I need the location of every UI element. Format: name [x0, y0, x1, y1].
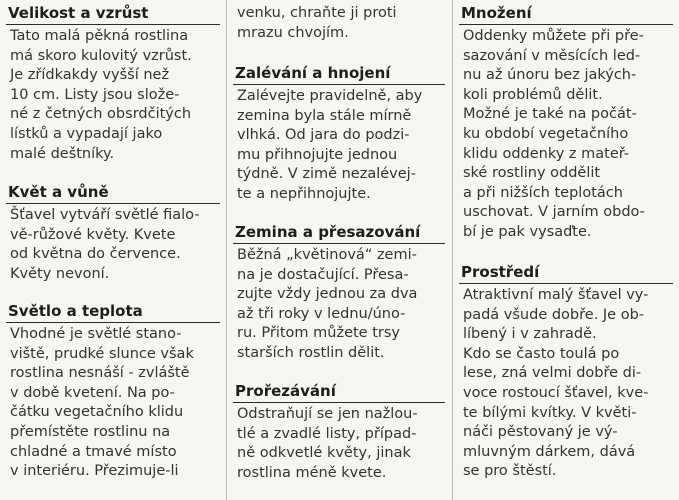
text-line: náči pěstovaný je vý-: [463, 424, 618, 441]
text-line: Kdo se často toulá po: [463, 345, 620, 362]
text-line: až tři roky v lednu/úno-: [237, 305, 406, 322]
text-line: líbený i v zahradě.: [463, 326, 597, 343]
paragraph-prostredi: [459, 284, 673, 482]
text-line: zujte vždy jednou za dva: [237, 286, 418, 303]
text-line: lese, zná velmi dobře di-: [463, 365, 642, 382]
text-line: sazování v měsících led-: [463, 47, 641, 64]
text-line: vě-růžové květy. Kvete: [10, 226, 176, 243]
text-line: starších rostlin dělit.: [237, 344, 385, 361]
heading-prostredi: Prostředí: [459, 263, 673, 284]
text-line: padá všude dobře. Je ob-: [463, 306, 645, 323]
paragraph-zalevani-a-hnojeni: [233, 85, 445, 205]
text-line: rostlina méně kvete.: [237, 464, 387, 481]
heading-prorezavani: Prořezávání: [233, 382, 445, 403]
text-line: Tato malá pěkná rostlina: [10, 28, 189, 44]
text-line: přemístěte rostlinu na: [10, 423, 171, 440]
paragraph-prorezavani: [233, 403, 445, 483]
heading-velikost-a-vzrust: Velikost a vzrůst: [6, 4, 220, 25]
text-line: ně odkvetlé květy, jinak: [237, 445, 411, 462]
paragraph-zemina-a-presazovani: [233, 244, 445, 364]
column-divider-1: [226, 0, 227, 500]
section-zemina-a-presazovani: [233, 223, 445, 364]
text-line: voce rostoucí šťavel, kve-: [463, 384, 649, 401]
text-line: mu přihnojujte jednou: [237, 146, 398, 163]
text-line: Odstraňují se jen nažlou-: [237, 406, 418, 422]
text-line: koli problémů dělit.: [463, 86, 603, 103]
heading-kvet-a-vune: Květ a vůně: [6, 183, 220, 204]
text-line: Možné je také na počát-: [463, 106, 637, 123]
text-line: a při nižších teplotách: [463, 184, 623, 201]
text-line: Je zřídkakdy vyšší než: [10, 67, 170, 84]
text-line: ské rostliny oddělit: [463, 165, 601, 182]
text-line: od května do července.: [10, 246, 181, 263]
section-svetlo-a-teplota: [6, 302, 220, 482]
text-line: né z četných obsrdčitých: [10, 106, 192, 123]
heading-zemina-a-presazovani: Zemina a přesazování: [233, 223, 445, 244]
text-line: Oddenky můžete při pře-: [463, 28, 644, 44]
text-line: nu až únoru bez jakých-: [463, 67, 637, 84]
heading-svetlo-a-teplota: Světlo a teplota: [6, 302, 220, 323]
text-line: lístků a vypadají jako: [10, 125, 163, 142]
text-line: Atraktivní malý šťavel vy-: [463, 287, 649, 303]
text-line: mrazu chvojím.: [237, 24, 349, 41]
text-line: Běžná „květinová“ zemi-: [237, 247, 417, 263]
column-divider-2: [452, 0, 453, 500]
text-line: zemina byla stále mírně: [237, 107, 412, 124]
section-mnozeni: [459, 4, 673, 243]
paragraph-continuation: [233, 2, 445, 43]
text-line: tlé a zvadlé listy, případ-: [237, 425, 417, 442]
text-line: v interiéru. Přezimuje-li: [10, 463, 179, 480]
section-velikost-a-vzrust: [6, 4, 220, 164]
paragraph-svetlo-a-teplota: [6, 323, 220, 482]
paragraph-mnozeni: [459, 25, 673, 243]
text-line: čátku vegetačního klidu: [10, 404, 184, 421]
text-line: týdně. V zimě nezalévej-: [237, 166, 416, 183]
section-prorezavani: [233, 382, 445, 483]
text-line: malé deštníky.: [10, 145, 115, 162]
text-line: bí je pak vysaďte.: [463, 223, 592, 240]
text-line: te a nepřihnojujte.: [237, 185, 371, 202]
heading-zalevani-a-hnojeni: Zalévání a hnojení: [233, 64, 445, 85]
text-line: venku, chraňte ji proti: [237, 5, 397, 21]
section-zalevani-a-hnojeni: [233, 64, 445, 205]
text-line: Šťavel vytváří světlé fialo-: [10, 207, 200, 223]
text-line: na je dostačující. Přesa-: [237, 266, 409, 283]
text-line: viště, prudké slunce však: [10, 345, 194, 362]
text-line: uschovat. V jarním obdo-: [463, 204, 645, 221]
text-line: chladné a tmavé místo: [10, 443, 177, 460]
text-line: mluvným dárkem, dává: [463, 443, 636, 460]
section-continuation: [233, 2, 445, 43]
text-line: se pro štěstí.: [463, 463, 557, 480]
text-line: 10 cm. Listy jsou slože-: [10, 86, 180, 103]
text-line: Vhodné je světlé stano-: [10, 326, 182, 342]
text-line: klidu oddenky z mateř-: [463, 145, 630, 162]
text-line: Zalévejte pravidelně, aby: [237, 88, 423, 104]
text-line: Květy nevoní.: [10, 265, 110, 282]
paragraph-velikost-a-vzrust: [6, 25, 220, 164]
heading-mnozeni: Množení: [459, 4, 673, 25]
section-kvet-a-vune: [6, 183, 220, 284]
text-line: rostlina nesnáší - zvláště: [10, 365, 190, 382]
text-line: vlhká. Od jara do podzi-: [237, 127, 410, 144]
section-prostredi: [459, 263, 673, 482]
text-line: ku období vegetačního: [463, 125, 629, 142]
text-line: ru. Přitom můžete trsy: [237, 325, 400, 342]
text-line: má skoro kulovitý vzrůst.: [10, 47, 192, 64]
paragraph-kvet-a-vune: [6, 204, 220, 284]
text-line: v době kvetení. Na po-: [10, 384, 175, 401]
text-line: te bílými kvítky. V květi-: [463, 404, 637, 421]
